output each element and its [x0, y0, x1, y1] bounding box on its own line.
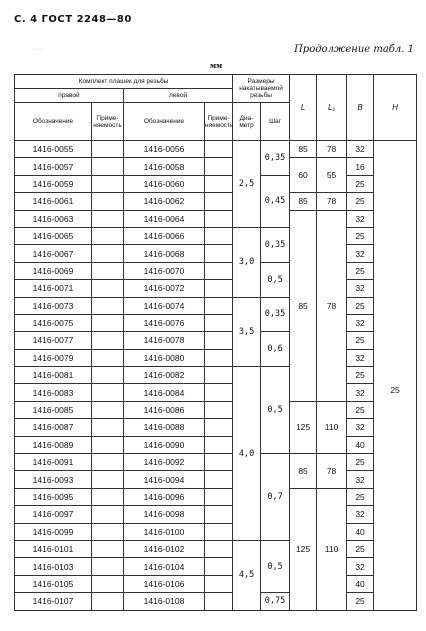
pitch-cell: 0,45: [261, 175, 290, 227]
left-designation-cell: 1416-0090: [124, 436, 205, 453]
right-applicability-cell: [92, 419, 124, 436]
right-thread-header: правой: [15, 89, 124, 103]
diameter-cell: 3,0: [233, 227, 261, 297]
left-applicability-cell: [205, 210, 233, 227]
left-applicability-cell: [205, 488, 233, 505]
table-row: [15, 280, 417, 297]
right-applicability-cell: [92, 523, 124, 540]
right-applicability-cell: [92, 297, 124, 314]
B-cell: 32: [347, 314, 374, 331]
table-row: [15, 419, 417, 436]
L-cell: 85: [290, 193, 317, 210]
B-cell: 25: [347, 593, 374, 610]
pitch-cell: 0,35: [261, 141, 290, 176]
left-designation-cell: 1416-0082: [124, 367, 205, 384]
left-designation-cell: 1416-0096: [124, 488, 205, 505]
left-designation-cell: 1416-0062: [124, 193, 205, 210]
right-designation-cell: 1416-0057: [15, 158, 92, 175]
left-applicability-cell: [205, 349, 233, 366]
table-row: [15, 593, 417, 610]
unit-label: мм: [210, 61, 223, 70]
right-designation-cell: 1416-0091: [15, 454, 92, 471]
right-applicability-cell: [92, 575, 124, 592]
right-applicability-cell: [92, 454, 124, 471]
left-applicability-cell: [205, 158, 233, 175]
left-designation-cell: 1416-0058: [124, 158, 205, 175]
B-cell: 32: [347, 558, 374, 575]
left-designation-cell: 1416-0108: [124, 593, 205, 610]
B-cell: 32: [347, 471, 374, 488]
table-row: [15, 367, 417, 384]
L1-cell: 78: [317, 193, 347, 210]
pitch-cell: 0,7: [261, 454, 290, 541]
B-cell: 25: [347, 454, 374, 471]
table-row: [15, 158, 417, 175]
B-cell: 40: [347, 523, 374, 540]
right-designation-cell: 1416-0073: [15, 297, 92, 314]
left-applicability-cell: [205, 262, 233, 279]
left-applicability-cell: [205, 471, 233, 488]
left-applicability-cell: [205, 540, 233, 557]
table-row: [15, 210, 417, 227]
left-applicability-cell: [205, 245, 233, 262]
table-row: [15, 349, 417, 366]
L1-cell: 78: [317, 454, 347, 489]
left-applicability-cell: [205, 575, 233, 592]
right-designation-cell: 1416-0059: [15, 175, 92, 192]
left-applicability-cell: [205, 314, 233, 331]
right-designation-cell: 1416-0063: [15, 210, 92, 227]
table-row: [15, 193, 417, 210]
diameter-cell: 4,5: [233, 540, 261, 610]
left-applicability-cell: [205, 175, 233, 192]
B-cell: 25: [347, 540, 374, 557]
L1-cell: 78: [317, 141, 347, 158]
L1-cell: 55: [317, 158, 347, 193]
B-cell: 25: [347, 332, 374, 349]
H-cell: 25: [374, 141, 417, 611]
right-designation-cell: 1416-0061: [15, 193, 92, 210]
pitch-cell: 0,5: [261, 367, 290, 454]
right-applicability-cell: [92, 471, 124, 488]
left-applicability-cell: [205, 558, 233, 575]
table-row: [15, 575, 417, 592]
right-applicability-cell: [92, 314, 124, 331]
table-row: [15, 523, 417, 540]
L1-cell: 78: [317, 210, 347, 401]
table-row: [15, 454, 417, 471]
B-cell: 32: [347, 210, 374, 227]
L-cell: 85: [290, 210, 317, 401]
left-applicability-cell: [205, 506, 233, 523]
pitch-cell: 0,75: [261, 593, 290, 610]
left-applicability-cell: [205, 297, 233, 314]
table-row: [15, 540, 417, 557]
B-cell: 25: [347, 297, 374, 314]
L-cell: 125: [290, 488, 317, 610]
B-cell: 32: [347, 384, 374, 401]
right-designation-cell: 1416-0103: [15, 558, 92, 575]
B-cell: 32: [347, 280, 374, 297]
left-designation-cell: 1416-0064: [124, 210, 205, 227]
left-designation-cell: 1416-0060: [124, 175, 205, 192]
B-cell: 40: [347, 575, 374, 592]
table-row: [15, 297, 417, 314]
left-designation-cell: 1416-0104: [124, 558, 205, 575]
right-designation-cell: 1416-0099: [15, 523, 92, 540]
spec-table: [14, 74, 417, 611]
B-cell: 32: [347, 349, 374, 366]
B-cell: 25: [347, 262, 374, 279]
diameter-header: Диа- метр: [233, 103, 261, 141]
left-applicability-cell: [205, 280, 233, 297]
left-designation-cell: 1416-0078: [124, 332, 205, 349]
right-designation-cell: 1416-0101: [15, 540, 92, 557]
right-applicability-cell: [92, 488, 124, 505]
right-designation-cell: 1416-0107: [15, 593, 92, 610]
table-row: [15, 488, 417, 505]
right-designation-cell: 1416-0065: [15, 227, 92, 244]
table-row: [15, 175, 417, 192]
dims-header: Размеры накатываемой резьбы: [233, 75, 290, 103]
table-row: [15, 227, 417, 244]
right-designation-cell: 1416-0079: [15, 349, 92, 366]
page-header: С. 4 ГОСТ 2248—80: [14, 14, 132, 25]
right-applicability-cell: [92, 506, 124, 523]
table-continuation-label: Продолжение табл. 1: [294, 44, 414, 55]
left-applicability-cell: [205, 332, 233, 349]
designation-right-header: Обозначение: [15, 103, 92, 141]
right-applicability-cell: [92, 349, 124, 366]
right-applicability-cell: [92, 280, 124, 297]
B-cell: 32: [347, 506, 374, 523]
right-designation-cell: 1416-0105: [15, 575, 92, 592]
faint-mark: · · ·: [32, 47, 42, 54]
pitch-cell: 0,5: [261, 540, 290, 592]
right-applicability-cell: [92, 245, 124, 262]
right-applicability-cell: [92, 193, 124, 210]
table-row: [15, 401, 417, 418]
kit-header: Комплект плашек для резьбы: [15, 75, 233, 89]
pitch-cell: 0,35: [261, 297, 290, 332]
L1-cell: 110: [317, 401, 347, 453]
right-applicability-cell: [92, 401, 124, 418]
left-applicability-cell: [205, 436, 233, 453]
left-applicability-cell: [205, 401, 233, 418]
table-row: [15, 384, 417, 401]
right-applicability-cell: [92, 593, 124, 610]
left-applicability-cell: [205, 454, 233, 471]
B-cell: 32: [347, 245, 374, 262]
table-row: [15, 558, 417, 575]
right-applicability-cell: [92, 141, 124, 158]
diameter-cell: 3,5: [233, 297, 261, 367]
B-cell: 16: [347, 158, 374, 175]
right-designation-cell: 1416-0077: [15, 332, 92, 349]
table-row: [15, 332, 417, 349]
B-cell: 25: [347, 227, 374, 244]
right-applicability-cell: [92, 262, 124, 279]
right-applicability-cell: [92, 158, 124, 175]
right-applicability-cell: [92, 332, 124, 349]
left-designation-cell: 1416-0094: [124, 471, 205, 488]
right-applicability-cell: [92, 367, 124, 384]
table-row: [15, 314, 417, 331]
right-applicability-cell: [92, 384, 124, 401]
L-cell: 85: [290, 454, 317, 489]
right-applicability-cell: [92, 540, 124, 557]
left-designation-cell: 1416-0068: [124, 245, 205, 262]
left-designation-cell: 1416-0092: [124, 454, 205, 471]
L1-cell: 110: [317, 488, 347, 610]
right-designation-cell: 1416-0075: [15, 314, 92, 331]
L-cell: 125: [290, 401, 317, 453]
right-designation-cell: 1416-0089: [15, 436, 92, 453]
left-designation-cell: 1416-0088: [124, 419, 205, 436]
B-cell: 32: [347, 141, 374, 158]
L-cell: 85: [290, 141, 317, 158]
left-designation-cell: 1416-0074: [124, 297, 205, 314]
table-row: [15, 141, 417, 158]
left-designation-cell: 1416-0072: [124, 280, 205, 297]
table-row: [15, 436, 417, 453]
B-header: B: [347, 75, 374, 141]
left-designation-cell: 1416-0070: [124, 262, 205, 279]
right-designation-cell: 1416-0067: [15, 245, 92, 262]
pitch-header: Шаг: [261, 103, 290, 141]
applicability-right-header: Приме- няемость: [92, 103, 124, 141]
left-designation-cell: 1416-0100: [124, 523, 205, 540]
left-thread-header: левой: [124, 89, 233, 103]
left-applicability-cell: [205, 419, 233, 436]
L-cell: 60: [290, 158, 317, 193]
right-designation-cell: 1416-0069: [15, 262, 92, 279]
B-cell: 32: [347, 419, 374, 436]
right-designation-cell: 1416-0071: [15, 280, 92, 297]
left-applicability-cell: [205, 523, 233, 540]
table-row: [15, 262, 417, 279]
right-designation-cell: 1416-0095: [15, 488, 92, 505]
diameter-cell: 2,5: [233, 141, 261, 228]
left-designation-cell: 1416-0084: [124, 384, 205, 401]
B-cell: 25: [347, 367, 374, 384]
left-designation-cell: 1416-0080: [124, 349, 205, 366]
left-designation-cell: 1416-0056: [124, 141, 205, 158]
table-row: [15, 245, 417, 262]
B-cell: 25: [347, 193, 374, 210]
left-applicability-cell: [205, 593, 233, 610]
H-header: H: [374, 75, 417, 141]
right-applicability-cell: [92, 175, 124, 192]
B-cell: 25: [347, 401, 374, 418]
left-applicability-cell: [205, 384, 233, 401]
left-designation-cell: 1416-0066: [124, 227, 205, 244]
applicability-left-header: Приме- няемость: [205, 103, 233, 141]
right-designation-cell: 1416-0083: [15, 384, 92, 401]
right-applicability-cell: [92, 227, 124, 244]
left-applicability-cell: [205, 367, 233, 384]
right-applicability-cell: [92, 558, 124, 575]
left-designation-cell: 1416-0106: [124, 575, 205, 592]
B-cell: 40: [347, 436, 374, 453]
diameter-cell: 4,0: [233, 367, 261, 541]
table-row: [15, 506, 417, 523]
right-designation-cell: 1416-0085: [15, 401, 92, 418]
left-designation-cell: 1416-0098: [124, 506, 205, 523]
table-row: [15, 471, 417, 488]
right-designation-cell: 1416-0055: [15, 141, 92, 158]
pitch-cell: 0,6: [261, 332, 290, 367]
B-cell: 25: [347, 175, 374, 192]
left-applicability-cell: [205, 193, 233, 210]
left-designation-cell: 1416-0076: [124, 314, 205, 331]
right-applicability-cell: [92, 210, 124, 227]
L-header: L: [290, 75, 317, 141]
L1-header: L₁: [317, 75, 347, 141]
left-applicability-cell: [205, 227, 233, 244]
left-designation-cell: 1416-0102: [124, 540, 205, 557]
right-applicability-cell: [92, 436, 124, 453]
right-designation-cell: 1416-0093: [15, 471, 92, 488]
right-designation-cell: 1416-0087: [15, 419, 92, 436]
right-designation-cell: 1416-0081: [15, 367, 92, 384]
left-applicability-cell: [205, 141, 233, 158]
right-designation-cell: 1416-0097: [15, 506, 92, 523]
B-cell: 25: [347, 488, 374, 505]
pitch-cell: 0,5: [261, 262, 290, 297]
table-body: [15, 141, 417, 611]
left-designation-cell: 1416-0086: [124, 401, 205, 418]
pitch-cell: 0,35: [261, 227, 290, 262]
designation-left-header: Обозначение: [124, 103, 205, 141]
